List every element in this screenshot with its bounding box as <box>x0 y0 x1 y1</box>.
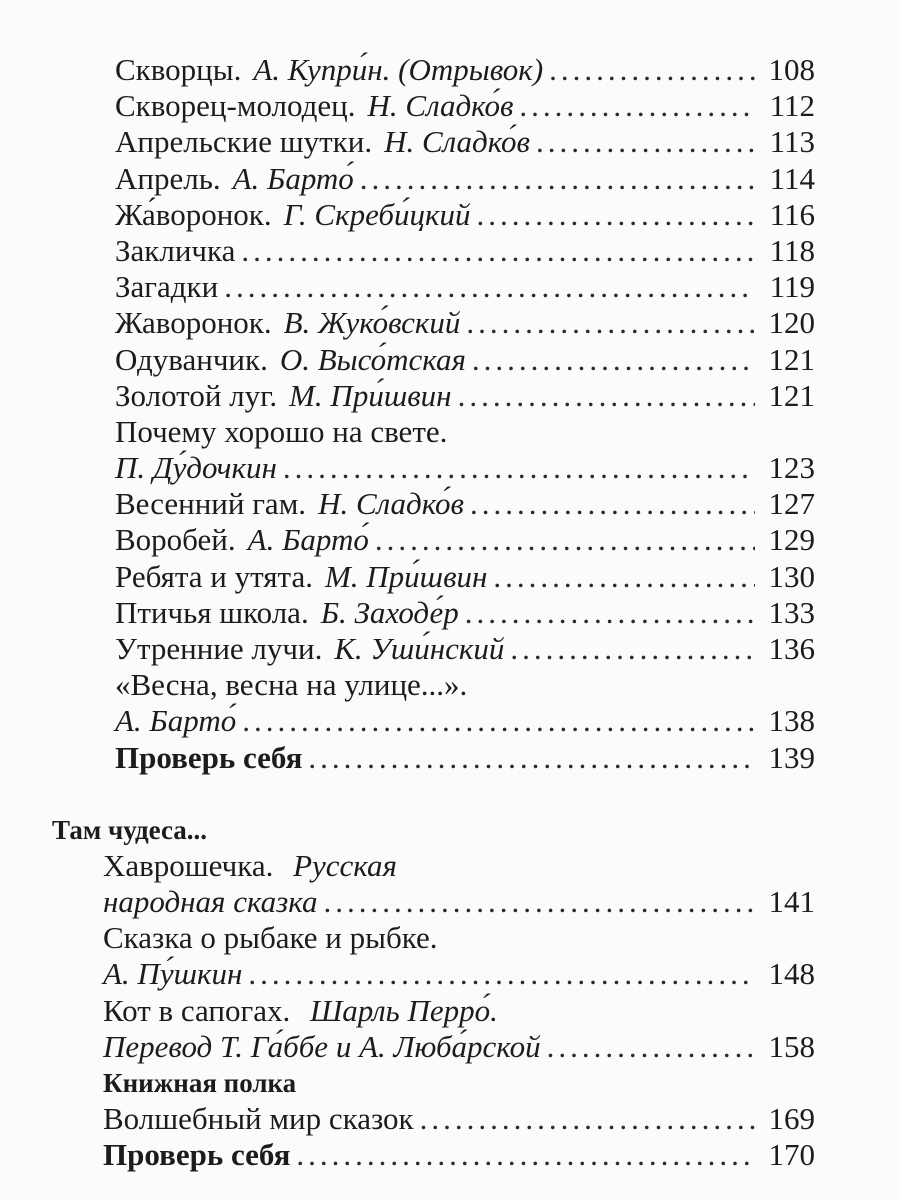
toc-entry-check-yourself[interactable] <box>103 1137 815 1173</box>
dot-leader <box>324 884 755 920</box>
toc-entry[interactable] <box>115 342 815 378</box>
dot-leader <box>519 88 755 124</box>
entry-page-number: 148 <box>768 956 815 992</box>
entry-title: Закличка <box>115 232 236 268</box>
toc-entry[interactable] <box>115 559 815 595</box>
toc-entry-continuation[interactable] <box>103 1029 815 1065</box>
entry-author: М. При́швин <box>324 558 488 594</box>
entry-author: П. Ду́дочкин <box>115 450 277 486</box>
dot-leader <box>241 233 755 269</box>
entry-page-number: 116 <box>769 196 815 232</box>
entry-title: Золотой луг. <box>115 377 278 413</box>
dot-leader <box>248 956 755 992</box>
entry-page-number: 120 <box>768 305 815 341</box>
entry-author: Шарль Перро́. <box>309 992 498 1028</box>
toc-entry-first-line[interactable] <box>103 993 815 1029</box>
dot-leader <box>470 486 755 522</box>
dot-leader <box>458 378 755 414</box>
entry-page-number: 121 <box>768 341 815 377</box>
entry-page-number: 139 <box>768 739 815 775</box>
entry-page-number: 158 <box>768 1028 815 1064</box>
entry-page-number: 113 <box>769 124 815 160</box>
toc-entry[interactable] <box>115 522 815 558</box>
entry-author: Б. Заходе́р <box>320 594 459 630</box>
entry-title: Весенний гам. <box>115 486 307 522</box>
entry-author: А. Барто́ <box>115 703 237 739</box>
entry-page-number: 138 <box>768 703 815 739</box>
entry-author: народная сказка <box>103 883 318 919</box>
entry-page-number: 130 <box>768 558 815 594</box>
entry-author: А. Барто́ <box>232 160 354 196</box>
entry-title: Хаврошечка. <box>103 847 274 883</box>
dot-leader <box>536 124 755 160</box>
entry-page-number: 141 <box>768 883 815 919</box>
dot-leader <box>466 305 755 341</box>
dot-leader <box>549 52 755 88</box>
entry-page-number: 136 <box>768 631 815 666</box>
dot-leader <box>420 1101 755 1137</box>
entry-title: Волшебный мир сказок <box>103 1101 414 1137</box>
toc-section-wonders <box>103 848 815 1174</box>
section-heading: Там чудеса... <box>52 814 208 845</box>
entry-translator: Перевод Т. Га́ббе и А. Люба́рской <box>103 1028 541 1064</box>
toc-entry[interactable] <box>115 233 815 269</box>
entry-author: Русская <box>293 847 397 883</box>
toc-entry[interactable] <box>115 486 815 522</box>
toc-entry[interactable] <box>115 631 815 667</box>
dot-leader <box>477 197 755 233</box>
dot-leader <box>465 595 755 631</box>
entry-author: Н. Сладко́в <box>367 88 514 124</box>
entry-page-number: 119 <box>769 269 815 305</box>
entry-page-number: 123 <box>768 450 815 486</box>
toc-entry-first-line[interactable] <box>115 667 815 703</box>
entry-author: А. Пу́шкин <box>103 956 243 992</box>
entry-page-number: 133 <box>768 594 815 630</box>
toc-entry[interactable] <box>115 161 815 197</box>
entry-title: Проверь себя <box>103 1137 291 1173</box>
toc-entry-first-line[interactable] <box>103 848 815 884</box>
dot-leader <box>296 1137 755 1173</box>
entry-title: Скворец-молодец. <box>115 88 356 124</box>
entry-author: М. При́швин <box>289 377 452 413</box>
toc-entry-continuation[interactable] <box>115 450 815 486</box>
toc-entry[interactable] <box>103 1101 815 1137</box>
dot-leader <box>510 631 755 667</box>
entry-page-number: 170 <box>768 1137 815 1173</box>
entry-title: «Весна, весна на улице...». <box>115 667 468 703</box>
toc-entry[interactable] <box>115 269 815 305</box>
entry-author: Г. Скреби́цкий <box>283 196 471 232</box>
toc-entry[interactable] <box>115 197 815 233</box>
toc-entry-first-line[interactable] <box>115 414 815 450</box>
entry-author: В. Жуко́вский <box>283 305 461 341</box>
entry-author: А. Купри́н. (Отрывок) <box>253 52 544 87</box>
dot-leader <box>493 559 755 595</box>
entry-title: Проверь себя <box>115 739 303 775</box>
entry-title: Ребята и утята. <box>115 558 313 594</box>
entry-page-number: 112 <box>769 88 815 124</box>
entry-title: Почему хорошо на свете. <box>115 413 448 449</box>
entry-author: О. Высо́тская <box>279 341 466 377</box>
toc-section-spring <box>115 52 815 776</box>
entry-title: Апрельские шутки. <box>115 124 373 160</box>
entry-title: Жаворонок. <box>115 305 272 341</box>
toc-entry-first-line[interactable] <box>103 920 815 956</box>
entry-title: Воробей. <box>115 522 236 558</box>
toc-entry-continuation[interactable] <box>103 956 815 992</box>
dot-leader <box>547 1029 755 1065</box>
dot-leader <box>224 269 755 305</box>
subsection-heading: Книжная полка <box>103 1067 297 1098</box>
toc-entry-continuation[interactable] <box>103 884 815 920</box>
entry-title: Кот в сапогах. <box>103 992 291 1028</box>
entry-title: Одуванчик. <box>115 341 268 377</box>
dot-leader <box>360 161 755 197</box>
toc-entry[interactable] <box>115 88 815 124</box>
toc-entry-check-yourself[interactable] <box>115 740 815 776</box>
entry-page-number: 121 <box>768 377 815 413</box>
entry-author: Н. Сладко́в <box>384 124 531 160</box>
entry-page-number: 129 <box>768 522 815 558</box>
entry-author: К. Уши́нский <box>334 631 505 666</box>
toc-entry[interactable] <box>115 595 815 631</box>
section-spacer <box>0 776 900 812</box>
dot-leader <box>308 740 755 776</box>
toc-entry[interactable] <box>115 124 815 160</box>
dot-leader <box>242 703 755 739</box>
entry-title: Жа́воронок. <box>115 196 272 232</box>
entry-title: Утренние лучи. <box>115 631 323 666</box>
entry-title: Скворцы. <box>115 52 242 87</box>
toc-entry[interactable] <box>115 305 815 341</box>
entry-page-number: 118 <box>769 232 815 268</box>
entry-page-number: 114 <box>769 160 815 196</box>
entry-page-number: 108 <box>768 52 815 87</box>
dot-leader <box>472 342 755 378</box>
toc-entry[interactable] <box>115 52 815 88</box>
entry-title: Загадки <box>115 269 219 305</box>
entry-author: Н. Сладко́в <box>318 486 464 522</box>
dot-leader <box>375 522 755 558</box>
dot-leader <box>283 450 755 486</box>
entry-title: Апрель. <box>115 160 221 196</box>
toc-entry[interactable] <box>115 378 815 414</box>
entry-author: А. Барто́ <box>247 522 369 558</box>
entry-page-number: 127 <box>768 486 815 522</box>
entry-page-number: 169 <box>768 1101 815 1137</box>
entry-title: Птичья школа. <box>115 594 309 630</box>
entry-title: Сказка о рыбаке и рыбке. <box>103 920 438 956</box>
toc-entry-continuation[interactable] <box>115 703 815 739</box>
